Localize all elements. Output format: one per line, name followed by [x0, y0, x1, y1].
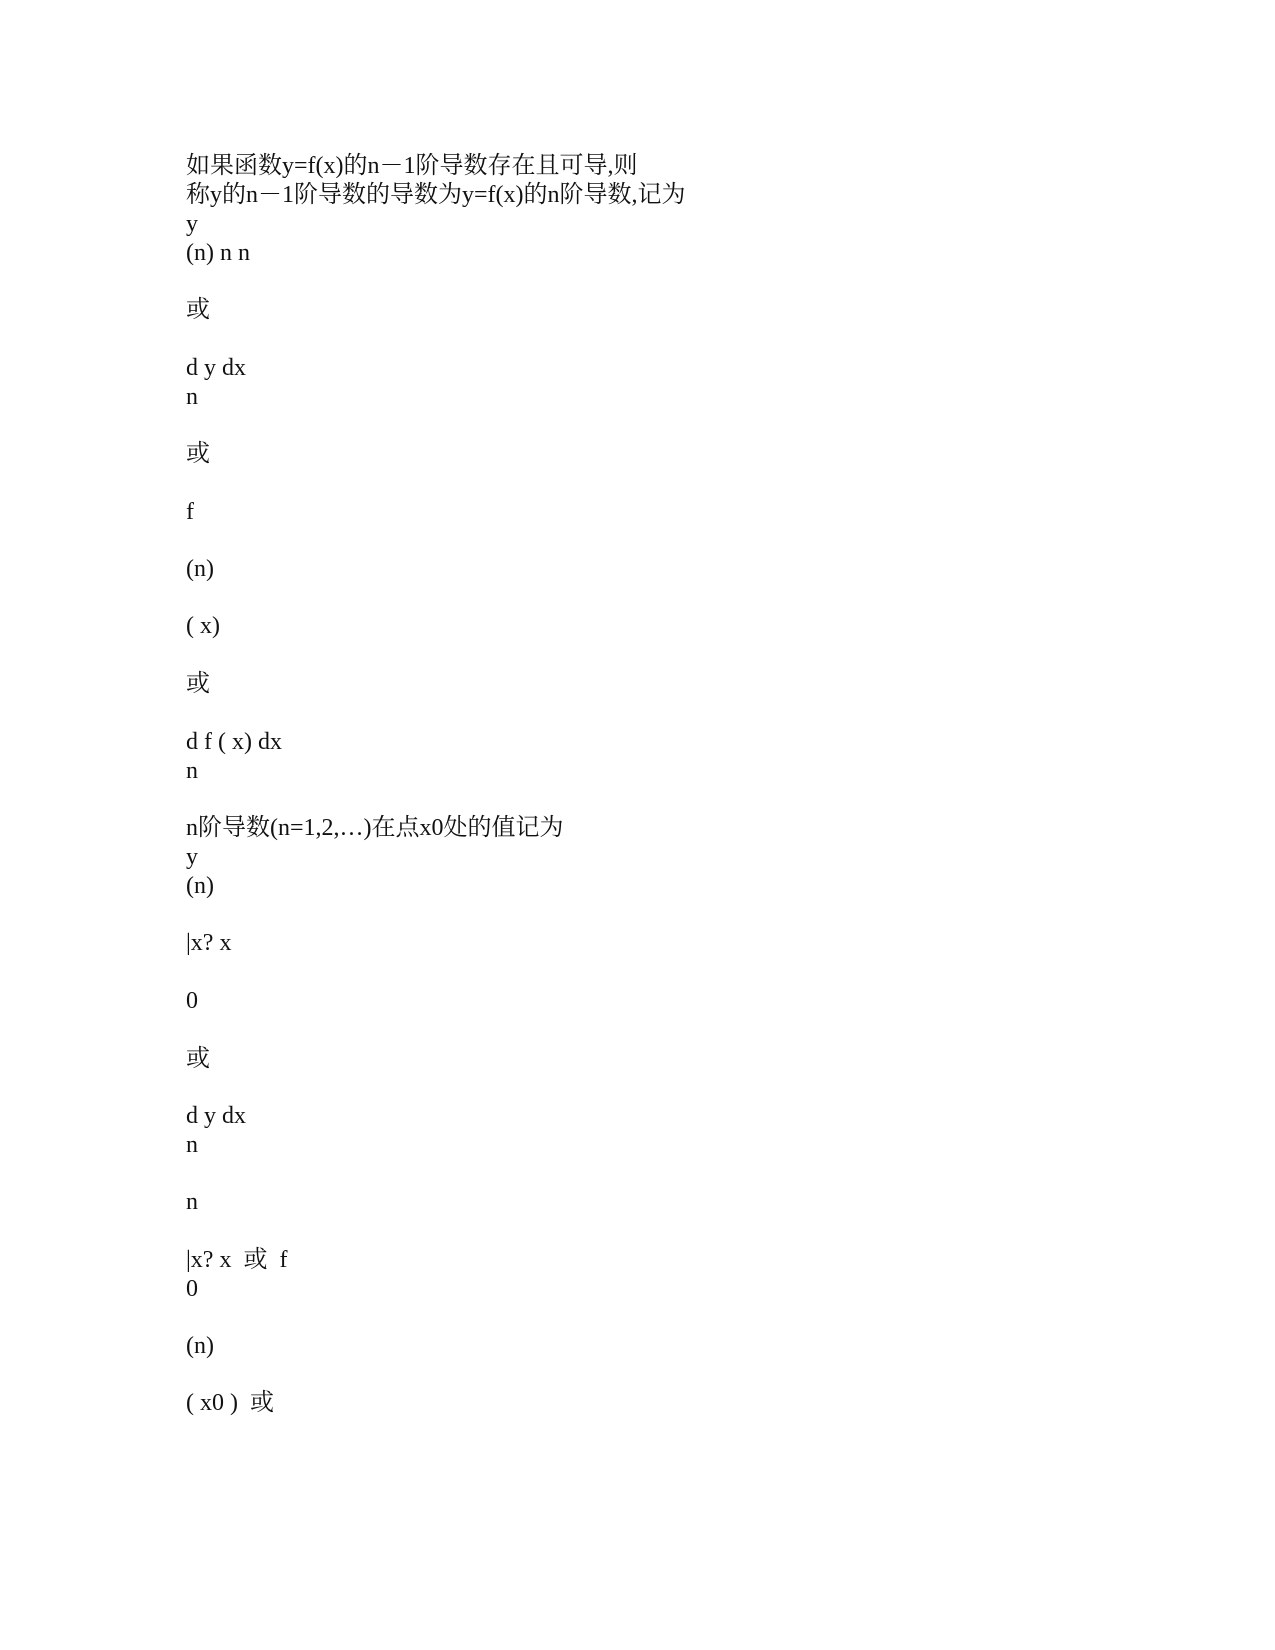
text-line-23: n	[186, 1189, 198, 1215]
text-line-3: y	[186, 211, 198, 237]
text-line-9: f	[186, 499, 194, 525]
text-line-22: n	[186, 1132, 198, 1158]
text-line-8: 或	[186, 441, 210, 467]
text-line-21: d y dx	[186, 1103, 246, 1129]
text-line-12: 或	[186, 671, 210, 697]
text-line-11: ( x)	[186, 613, 220, 639]
text-line-1: 如果函数y=f(x)的n－1阶导数存在且可导,则	[186, 153, 638, 179]
text-line-14: n	[186, 758, 198, 784]
text-line-10: (n)	[186, 556, 214, 582]
text-line-2: 称y的n－1阶导数的导数为y=f(x)的n阶导数,记为	[186, 182, 686, 208]
text-line-6: d y dx	[186, 355, 246, 381]
text-line-16: y	[186, 844, 198, 870]
text-line-26: (n)	[186, 1333, 214, 1359]
text-line-18: |x? x	[186, 930, 232, 956]
text-line-7: n	[186, 384, 198, 410]
text-line-20: 或	[186, 1046, 210, 1072]
text-line-13: d f ( x) dx	[186, 729, 282, 755]
text-line-27: ( x0 ) 或	[186, 1390, 274, 1416]
text-line-5: 或	[186, 297, 210, 323]
text-line-19: 0	[186, 988, 198, 1014]
text-line-24: |x? x 或 f	[186, 1247, 288, 1273]
text-line-4: (n) n n	[186, 240, 250, 266]
text-line-15: n阶导数(n=1,2,…)在点x0处的值记为	[186, 815, 564, 841]
text-line-17: (n)	[186, 873, 214, 899]
text-line-25: 0	[186, 1276, 198, 1302]
